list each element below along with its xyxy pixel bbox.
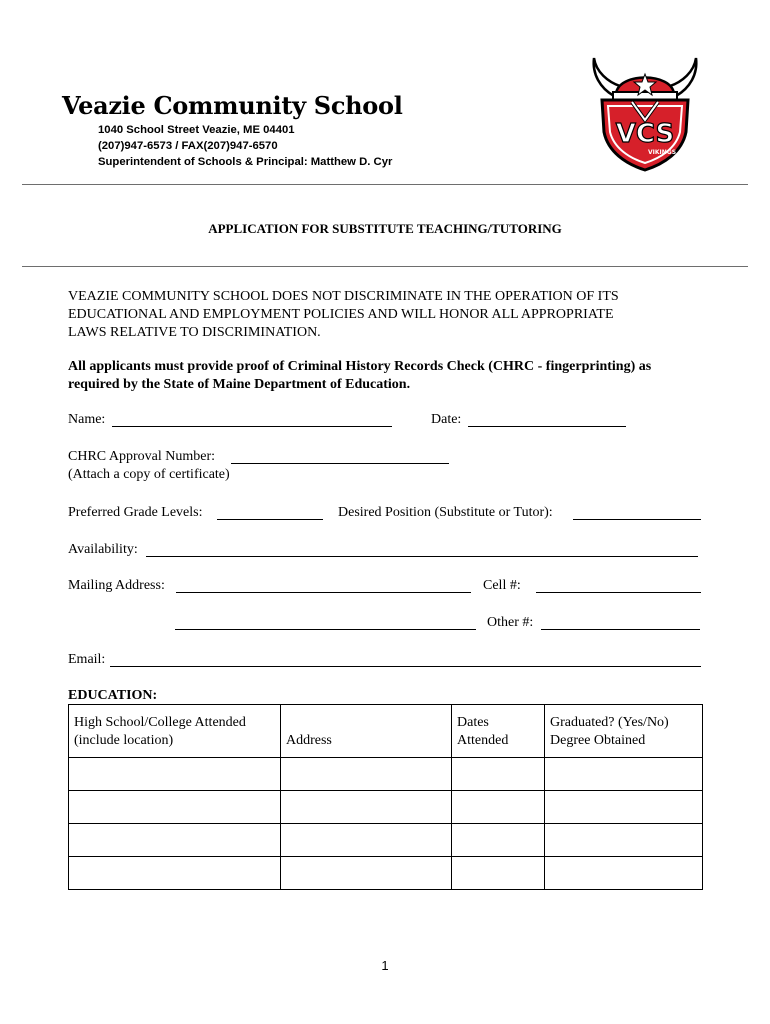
nondiscrimination-line-3: LAWS RELATIVE TO DISCRIMINATION. [68,325,321,340]
cell-label: Cell #: [483,578,521,593]
dates-cell[interactable] [452,791,545,824]
email-field[interactable] [110,666,701,667]
address-cell[interactable] [281,791,452,824]
availability-label: Availability: [68,542,138,557]
mailing-address-field-2[interactable] [175,629,476,630]
grade-levels-field[interactable] [217,519,323,520]
title-divider [22,266,748,267]
cell-field[interactable] [536,592,701,593]
graduated-cell[interactable] [545,791,703,824]
other-phone-label: Other #: [487,615,534,630]
education-header-row [69,705,703,758]
table-row [69,791,703,824]
table-row [69,824,703,857]
col-graduated-header: Graduated? (Yes/No) Degree Obtained [545,705,703,758]
date-field[interactable] [468,426,626,427]
chrc-notice-line-1: All applicants must provide proof of Criminal History Records Check (CHRC - fingerprinting) as [68,359,652,374]
address-cell[interactable] [281,824,452,857]
email-label: Email: [68,652,106,667]
education-table [68,704,703,890]
graduated-cell[interactable] [545,857,703,890]
desired-position-field[interactable] [573,519,701,520]
school-address: 1040 School Street Veazie, ME 04401 [98,124,295,136]
chrc-number-field[interactable] [231,463,449,464]
col-address-header: Address [281,705,452,758]
table-row [69,857,703,890]
school-cell[interactable] [69,824,281,857]
school-cell[interactable] [69,857,281,890]
chrc-number-label: CHRC Approval Number: [68,449,215,464]
other-phone-field[interactable] [541,629,700,630]
table-row [69,758,703,791]
school-cell[interactable] [69,758,281,791]
address-cell[interactable] [281,758,452,791]
nondiscrimination-line-2: EDUCATIONAL AND EMPLOYMENT POLICIES AND WILL HONOR ALL APPROPRIATE [68,307,614,322]
page-number: 1 [381,958,389,973]
availability-field[interactable] [146,556,698,557]
date-label: Date: [431,412,462,427]
form-title: APPLICATION FOR SUBSTITUTE TEACHING/TUTORING [208,221,562,236]
name-field[interactable] [112,426,392,427]
mailing-address-field[interactable] [176,592,471,593]
vcs-vikings-logo-icon [586,52,704,172]
logo-banner: VIKINGS [647,149,677,156]
col-school-header: High School/College Attended (include location) [69,705,281,758]
dates-cell[interactable] [452,857,545,890]
logo-letters: VCS [615,119,675,149]
school-phone-fax: (207)947-6573 / FAX(207)947-6570 [98,140,278,152]
col-dates-header: Dates Attended [452,705,545,758]
superintendent-line: Superintendent of Schools & Principal: Matthew D. Cyr [98,156,393,168]
chrc-attach-note: (Attach a copy of certificate) [68,467,230,482]
grade-levels-label: Preferred Grade Levels: [68,505,203,520]
graduated-cell[interactable] [545,758,703,791]
desired-position-label: Desired Position (Substitute or Tutor): [338,505,553,520]
address-cell[interactable] [281,857,452,890]
school-name: Veazie Community School [62,91,403,120]
name-label: Name: [68,412,106,427]
school-cell[interactable] [69,791,281,824]
dates-cell[interactable] [452,824,545,857]
chrc-notice-line-2: required by the State of Maine Department of Education. [68,377,411,392]
education-heading: EDUCATION: [68,688,158,703]
graduated-cell[interactable] [545,824,703,857]
nondiscrimination-line-1: VEAZIE COMMUNITY SCHOOL DOES NOT DISCRIMINATE IN THE OPERATION OF ITS [68,289,619,304]
dates-cell[interactable] [452,758,545,791]
mailing-address-label: Mailing Address: [68,578,165,593]
header-divider [22,184,748,185]
